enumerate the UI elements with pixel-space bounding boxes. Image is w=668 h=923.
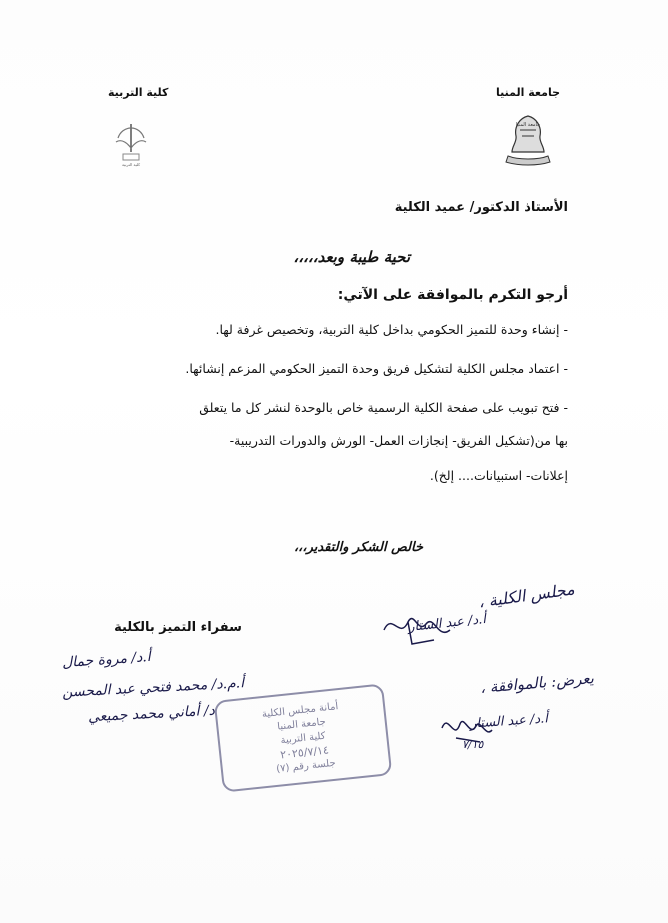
closing-thanks: خالص الشكر والتقدير،،،	[293, 540, 423, 555]
dean-signature	[378, 600, 458, 650]
approval-note: يعرض: بالموافقة ،	[479, 669, 595, 697]
stamp-line-2: جامعة المنيا	[276, 716, 327, 733]
stamp-date: ٢٠٢٥/٧/١٤	[279, 743, 330, 762]
request-item-3: - فتح تبويب على صفحة الكلية الرسمية خاص بالوحدة لنشر كل ما يتعلق	[199, 400, 568, 415]
stamp-line-3: كلية التربية	[280, 730, 327, 747]
svg-text:كلية التربية: كلية التربية	[121, 162, 141, 167]
dean-initial: أ.د/ عبد الستار	[407, 611, 487, 636]
addressee: الأستاذ الدكتور/ عميد الكلية	[394, 200, 568, 215]
signatory-name-3: د/ أماني محمد جميعي	[87, 702, 216, 726]
greeting: تحية طيبة وبعد،،،،،	[293, 248, 410, 266]
official-stamp	[214, 683, 393, 792]
faculty-name: كلية التربية	[108, 86, 169, 99]
university-name: جامعة المنيا	[496, 86, 560, 99]
signatory-name-2: أ.م.د/ محمد فتحي عبد المحسن	[61, 675, 245, 701]
request-line: أرجو التكرم بالموافقة على الآتي:	[337, 287, 568, 303]
stamp-line-4: جلسة رقم (٧)	[275, 757, 337, 775]
svg-text:جامعة المنيا: جامعة المنيا	[515, 122, 541, 128]
approver-name: أ.د/ عبد الستار	[469, 711, 549, 732]
approver-signature	[436, 708, 496, 750]
university-logo	[498, 112, 558, 174]
faculty-logo	[108, 118, 154, 172]
council-note: مجلس الكلية ،	[477, 579, 576, 612]
stamp-line-1: أمانة مجلس الكلية	[261, 701, 339, 721]
request-item-1: - إنشاء وحدة للتميز الحكومي بداخل كلية التربية، وتخصيص غرفة لها.	[215, 322, 568, 337]
signatories-title: سفراء التميز بالكلية	[114, 620, 242, 635]
request-item-3-line-2: بها من(تشكيل الفريق- إنجازات العمل- الورش والدورات التدريبية-	[229, 433, 568, 448]
request-item-2: - اعتماد مجلس الكلية لتشكيل فريق وحدة التميز الحكومي المزعم إنشائها.	[185, 361, 568, 376]
signatory-name-1: أ.د/ مروة جمال	[61, 648, 152, 672]
approver-code: ٧/١٥	[462, 738, 484, 751]
request-item-3-line-3: إعلانات- استبيانات.... إلخ).	[429, 468, 568, 483]
